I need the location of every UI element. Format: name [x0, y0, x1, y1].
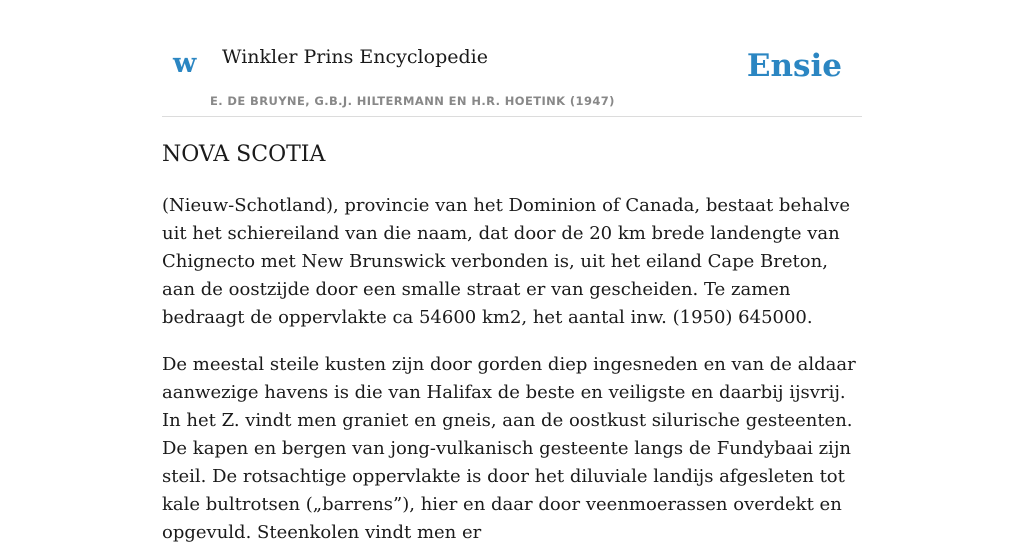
article-paragraph: De meestal steile kusten zijn door gorden diep ingesneden en van de aldaar aanwezige havens is die van Halifax de beste en veiligste en daarbij ijsvrij. In het Z. vindt men graniet en gneis, aan de oostkust silurische gesteenten. De kapen en bergen van jong-vulkanisch gesteente langs de Fundybaai zijn steil. De rotsachtige oppervlakte is door het diluviale landijs afgesleten tot kale bultrotsen („barrens”), hier en daar door veenmoerassen overdekt en opgevuld. Steenkolen vindt men er [162, 354, 856, 543]
source-title-link[interactable]: Winkler Prins Encyclopedie [222, 46, 488, 68]
source-authors: E. DE BRUYNE, G.B.J. HILTERMANN EN H.R. HOETINK (1947) [210, 94, 615, 108]
ensie-logo-link[interactable]: Ensie [746, 48, 842, 84]
source-logo[interactable]: w [173, 48, 197, 79]
source-header [162, 0, 862, 117]
article-paragraph: (Nieuw-Schotland), provincie van het Dominion of Canada, bestaat behalve uit het schiereiland van die naam, dat door de 20 km brede landengte van Chignecto met New Brunswick verbonden is, uit het eiland Cape Breton, aan de oostzijde door een smalle straat er van gescheiden. Te zamen bedraagt de oppervlakte ca 54600 km2, het aantal inw. (1950) 645000. [162, 195, 850, 328]
article-title: NOVA SCOTIA [162, 142, 326, 167]
article [162, 140, 862, 547]
